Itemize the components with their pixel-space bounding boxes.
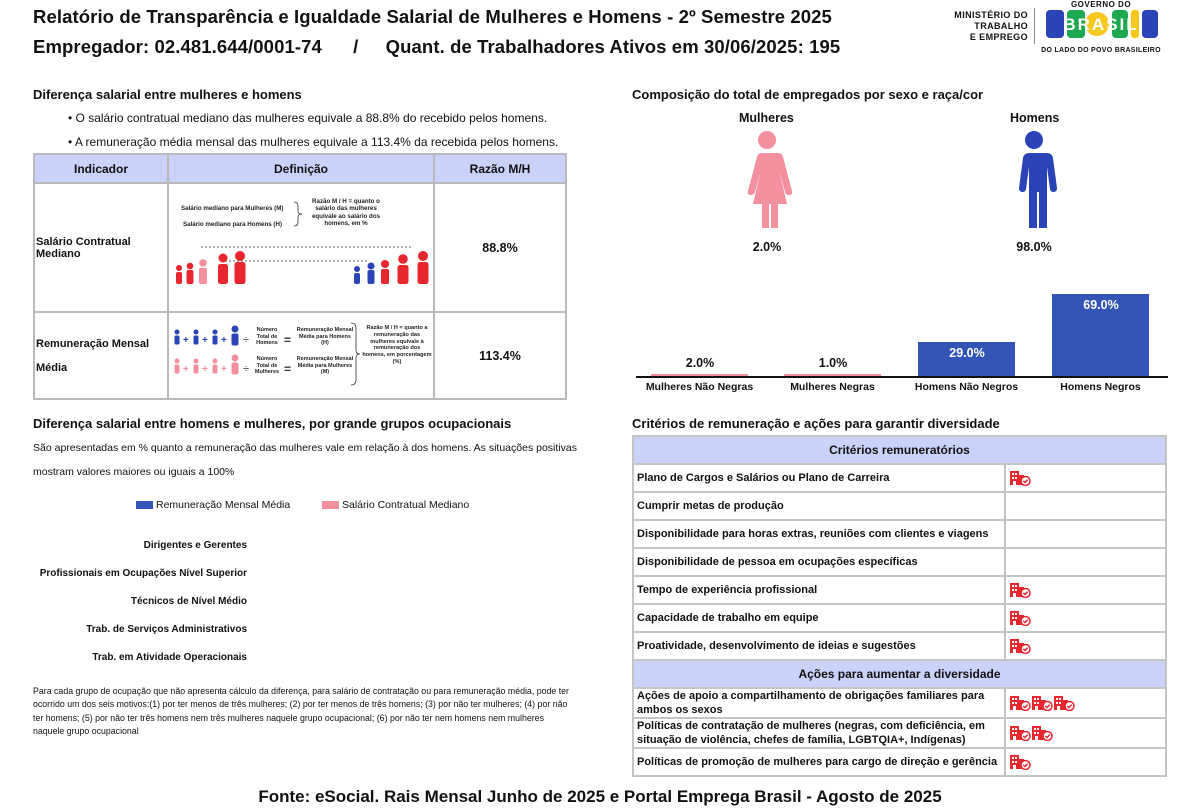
company-check-icon <box>1010 695 1031 711</box>
column-header-ratio: Razão M/H <box>434 154 566 183</box>
def-men-text: Salário mediano para Homens (H) <box>183 221 283 228</box>
criterion-icons <box>1005 520 1166 548</box>
chart-value-label: 29.0% <box>949 346 985 360</box>
def-total-women-text: Número Total de Mulheres <box>254 356 280 375</box>
chart-category-label: Mulheres Não Negras <box>645 381 754 393</box>
table-row <box>633 520 1166 548</box>
median-salary-diagram <box>169 184 433 308</box>
company-check-icon <box>1010 470 1031 486</box>
table-row <box>633 718 1166 748</box>
government-logo <box>1040 0 1162 55</box>
company-check-icon <box>1010 638 1031 654</box>
ministry-logo-line: TRABALHO <box>974 21 1028 31</box>
criterion-label: Políticas de contratação de mulheres (negras, com deficiência, em situação de violência, chefes de família, LGBTQIA+, Indígenas) <box>633 718 1005 748</box>
criterion-icons <box>1005 688 1166 718</box>
svg-text:=: = <box>284 362 292 376</box>
svg-text:+: + <box>183 364 189 375</box>
men-figures-icon <box>354 251 429 284</box>
svg-text:+: + <box>202 364 208 375</box>
criteria-table <box>632 435 1167 777</box>
indicator-table <box>33 153 567 400</box>
woman-figure-icon <box>739 130 795 228</box>
brasil-wordmark: BRASIL <box>1063 15 1139 34</box>
indicator-average-pay <box>34 312 168 399</box>
chart-category-label: Mulheres Negras <box>790 381 875 393</box>
criterion-icons <box>1005 464 1166 492</box>
company-check-icon <box>1010 725 1031 741</box>
ministry-logo-line: MINISTÉRIO DO <box>954 10 1028 20</box>
definition-average-pay <box>168 312 434 399</box>
chart-baseline <box>636 376 1168 378</box>
table-row <box>633 464 1166 492</box>
criteria-header: Critérios remuneratórios <box>633 436 1166 464</box>
occupation-category: Trab. em Atividade Operacionais <box>92 652 247 663</box>
active-workers: Quant. de Trabalhadores Ativos em 30/06/2025: 195 <box>385 36 841 57</box>
svg-text:+: + <box>183 335 189 346</box>
svg-text:+: + <box>221 335 227 346</box>
svg-text:=: = <box>284 333 292 347</box>
table-row <box>34 312 566 399</box>
occupational-footnote: Para cada grupo de ocupação que não apresenta cálculo da diferença, para salário de contratação ou para remuneração média, pode ter ocorrido um dos seis motivos:(1) por ter menos de três mulheres; (2) por ter menos de três homens; (3) por não ter mulheres; (4) por não ter homens; (5) por não ter três homens nem três mulheres naquele grupo ocupacional; (6) por não ter nem homens nem mulheres naquele grupo ocupacional <box>33 686 569 736</box>
criterion-label: Proatividade, desenvolvimento de ideias e sugestões <box>633 632 1005 660</box>
indicator-average-pay-line: Remuneração Mensal <box>36 337 150 350</box>
man-figure-icon <box>1010 130 1058 228</box>
def-avg-women-text: Remuneração Mensal Média para Mulheres (M) <box>296 356 354 375</box>
chart-category-label: Homens Negros <box>1060 381 1141 393</box>
logo-divider <box>1034 8 1035 44</box>
report-title: Relatório de Transparência e Igualdade Salarial de Mulheres e Homens - 2º Semestre 2025 <box>33 6 832 27</box>
occupational-description <box>33 436 577 484</box>
svg-text:÷: ÷ <box>243 363 250 375</box>
occupation-category: Técnicos de Nível Médio <box>130 596 247 607</box>
criterion-icons <box>1005 718 1166 748</box>
salary-gap-bullet-median: • O salário contratual mediano das mulheres equivale a 88.8% do recebido pelos homens. <box>68 111 548 125</box>
svg-text:+: + <box>221 364 227 375</box>
occupation-category: Profissionais em Ocupações Nível Superior <box>39 568 247 579</box>
criterion-icons <box>1005 576 1166 604</box>
legend-item-median-salary <box>322 499 469 511</box>
header-separator: / <box>353 36 359 57</box>
company-check-icon <box>1010 610 1031 626</box>
ratio-median-salary: 88.8% <box>434 183 566 312</box>
average-pay-diagram <box>169 313 433 395</box>
men-sum-icon <box>175 326 239 347</box>
source-note: Fonte: eSocial. Rais Mensal Junho de 2025 e Portal Emprega Brasil - Agosto de 2025 <box>258 787 942 806</box>
occupational-description-line: mostram valores maiores ou iguais a 100% <box>33 466 235 478</box>
women-pct: 2.0% <box>752 240 782 254</box>
criteria-header-row <box>633 436 1166 464</box>
ministry-logo-line: E EMPREGO <box>969 32 1028 42</box>
table-row <box>633 632 1166 660</box>
table-row <box>633 688 1166 718</box>
chart-value-label: 1.0% <box>818 356 848 370</box>
table-row <box>633 604 1166 632</box>
company-check-icon <box>1010 582 1031 598</box>
column-header-indicator: Indicador <box>34 154 168 183</box>
legend-label: Remuneração Mensal Média <box>156 499 291 511</box>
composition-title: Composição do total de empregados por sexo e raça/cor <box>632 87 984 102</box>
legend-label: Salário Contratual Mediano <box>342 499 470 511</box>
brasil-wordmark-icon <box>1040 9 1162 41</box>
gov-logo-bottom: DO LADO DO POVO BRASILEIRO <box>1041 47 1161 54</box>
company-check-icon <box>1032 725 1053 741</box>
criterion-icons <box>1005 492 1166 520</box>
table-row <box>633 576 1166 604</box>
chart-value-label: 2.0% <box>685 356 715 370</box>
criterion-icons <box>1005 632 1166 660</box>
women-figures-icon <box>176 251 246 284</box>
def-women-text: Salário mediano para Mulheres (M) <box>181 205 284 212</box>
svg-text:+: + <box>202 335 208 346</box>
svg-text:÷: ÷ <box>243 334 250 346</box>
occupation-category: Trab. de Serviços Administrativos <box>86 624 247 635</box>
criterion-label: Tempo de experiência profissional <box>633 576 1005 604</box>
company-check-icon <box>1010 754 1031 770</box>
column-header-definition: Definição <box>168 154 434 183</box>
table-row <box>633 748 1166 776</box>
occupation-category: Dirigentes e Gerentes <box>143 540 247 551</box>
actions-header-row <box>633 660 1166 688</box>
criterion-label: Cumprir metas de produção <box>633 492 1005 520</box>
gov-logo-top: GOVERNO DO <box>1070 0 1132 9</box>
criterion-label: Disponibilidade para horas extras, reuniões com clientes e viagens <box>633 520 1005 548</box>
legend-swatch-blue <box>136 501 153 509</box>
legend-swatch-pink <box>322 501 339 509</box>
salary-gap-bullet-average: • A remuneração média mensal das mulheres equivale a 113.4% da recebida pelos homens. <box>68 135 559 149</box>
table-row <box>633 548 1166 576</box>
legend-item-average-pay <box>136 499 290 511</box>
salary-gap-title: Diferença salarial entre mulheres e homens <box>33 87 302 102</box>
employer-id: Empregador: 02.481.644/0001-74 <box>33 36 322 57</box>
criterion-icons <box>1005 604 1166 632</box>
occupational-title: Diferença salarial entre homens e mulheres, por grande grupos ocupacionais <box>33 416 512 431</box>
chart-category-label: Homens Não Negros <box>914 381 1019 393</box>
women-sum-icon <box>175 355 239 376</box>
employer-line <box>33 36 840 58</box>
indicator-average-pay-line: Média <box>36 361 68 374</box>
ministry-logo <box>950 10 1028 43</box>
company-check-icon <box>1054 695 1075 711</box>
company-check-icon <box>1032 695 1053 711</box>
criterion-label: Políticas de promoção de mulheres para cargo de direção e gerência <box>633 748 1005 776</box>
criterion-label: Capacidade de trabalho em equipe <box>633 604 1005 632</box>
men-pct: 98.0% <box>1016 240 1052 254</box>
men-label: Homens <box>1010 111 1060 125</box>
def-ratio-average-text: Razão M / H = quanto a remuneração das mulheres equivale à remuneração dos homens, em porcentagem (%) <box>362 325 432 365</box>
chart-value-label: 69.0% <box>1083 298 1119 312</box>
indicator-median-salary: Salário Contratual Mediano <box>34 183 168 312</box>
criterion-label: Disponibilidade de pessoa em ocupações específicas <box>633 548 1005 576</box>
definition-median-salary <box>168 183 434 312</box>
women-label: Mulheres <box>739 111 794 125</box>
def-ratio-text: Razão M / H = quanto o salário das mulheres equivale ao salário dos homens, em % <box>311 198 381 228</box>
criterion-label: Plano de Cargos e Salários ou Plano de Carreira <box>633 464 1005 492</box>
criteria-title: Critérios de remuneração e ações para garantir diversidade <box>632 416 1000 431</box>
def-total-men-text: Número Total de Homens <box>256 327 278 346</box>
def-avg-men-text: Remuneração Mensal Média para Homens (H) <box>296 327 354 346</box>
ratio-average-pay: 113.4% <box>434 312 566 399</box>
occupational-description-line: São apresentadas em % quanto a remuneração das mulheres vale em relação à dos homens. As situações positivas <box>33 442 577 454</box>
table-row <box>633 492 1166 520</box>
table-row <box>34 183 566 312</box>
criterion-label: Ações de apoio a compartilhamento de obrigações familiares para ambos os sexos <box>633 688 1005 718</box>
criterion-icons <box>1005 748 1166 776</box>
criterion-icons <box>1005 548 1166 576</box>
actions-header: Ações para aumentar a diversidade <box>633 660 1166 688</box>
